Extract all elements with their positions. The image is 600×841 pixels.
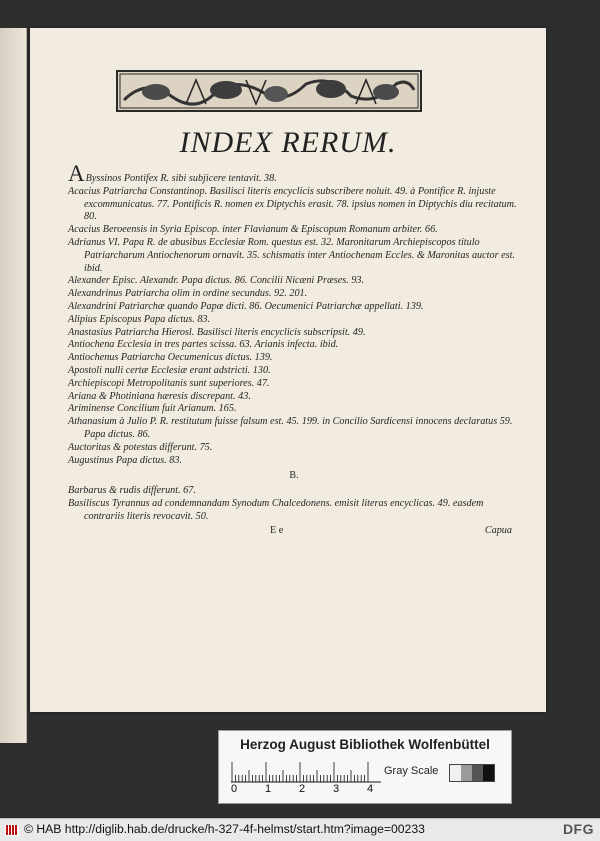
index-entry: Athanasium à Julio P. R. restitutum fuisse falsum est. 45. 199. in Concilio Sardicensi innocens declaratus 59. Papa dictus. 86. [68,416,513,440]
index-entry: Alipius Episcopus Papa dictus. 83. [68,313,211,325]
gray-scale-label: Gray Scale [384,765,439,777]
index-entry: Apostoli nulli certæ Ecclesiæ erant adstricti. 130. [68,364,271,376]
ruler-label: 0 [231,783,238,795]
index-entry: Alexandrini Patriarchæ quando Papæ dicti. 86. Oecumenici Patriarchæ appellati. 139. [68,300,424,312]
index-entry: Ariminense Concilium fuit Arianum. 165. [68,403,237,415]
gray-scale-swatches [449,764,495,782]
footer-bar [0,818,600,841]
index-entry: Adrianus VI. Papa R. de abusibus Ecclesiæ Rom. questus est. 32. Maronitarum Archiepiscopos titulo Patriarcharum Antiochenorum ornavit. 35. schismatis inter Antiochenam Eccles. & Maronitas auctor est. ibid. [68,236,515,274]
gray-swatch [450,765,461,781]
library-color-card [218,730,512,804]
catchword: Capua [484,524,512,536]
index-entry: AByssinos Pontifex R. sibi subjicere tentavit. 38. [68,161,277,186]
book-page [30,28,546,712]
index-entry: Ariana & Photiniana hæresis discrepant. 43. [68,390,251,402]
section-heading-b: B. [289,470,299,482]
ruler-label: 2 [299,783,306,795]
index-entry: Acacius Patriarcha Constantinop. Basilisci literis encyclicis subscribere noluit. 49. à Pontifice R. injuste excommunicatus. 77. Pontificis R. nomen ex Diptychis erasit. 78. ipsius nomen in Diptychis diu recitatum. 80. [68,185,517,223]
footer-url[interactable]: © HAB http://diglib.hab.de/drucke/h-327-4f-helmst/start.htm?image=00233 [24,822,425,836]
index-entry: Anastasius Patriarcha Hierosl. Basilisci literis encyclicis subscripsit. 49. [68,326,366,338]
index-entry: Alexander Episc. Alexandr. Papa dictus. 86. Concilii Nicæni Præses. 93. [68,275,365,287]
index-entry: Augustinus Papa dictus. 83. [68,454,183,466]
index-entry: Barbarus & rudis differunt. 67. [68,485,196,497]
ruler-label: 1 [265,783,272,795]
gray-swatch [483,765,494,781]
page-title: INDEX RERUM. [179,126,397,159]
index-entry: Acacius Beroeensis in Syria Episcop. inter Flavianum & Episcopum Romanum arbiter. 66. [68,224,438,236]
dfg-logo: DFG [562,821,594,837]
signature-mark: E e [270,524,284,536]
library-name: Herzog August Bibliothek Wolfenbüttel [240,737,490,752]
ruler-label: 4 [367,783,374,795]
index-entry: Antiochenus Patriarcha Oecumenicus dictus. 139. [68,352,273,364]
ruler-labels [231,783,391,797]
index-entry: Basiliscus Tyrannus ad condemnandam Synodum Chalcedonens. emisit literas encyclicas. 49. easdem contrariis literis revocavit. 50. [68,497,484,522]
drop-cap: A [68,161,85,186]
ruler-label: 3 [333,783,340,795]
gray-swatch [472,765,483,781]
scale-ruler [231,761,381,783]
gray-swatch [461,765,472,781]
index-entry: Auctoritas & potestas differunt. 75. [68,441,213,453]
index-entry: Alexandrinus Patriarcha olim in ordine secundus. 92. 201. [68,288,308,300]
index-entry: Antiochena Ecclesia in tres partes scissa. 63. Arianis infecta. ibid. [68,339,339,351]
adjacent-page-edge [0,28,27,743]
index-entries [68,161,520,538]
page-foot-line [68,525,520,538]
hab-logo-icon [5,824,19,836]
index-entry: Archiepiscopi Metropolitanis sunt superiores. 47. [68,377,270,389]
ornament-headpiece [116,70,422,112]
